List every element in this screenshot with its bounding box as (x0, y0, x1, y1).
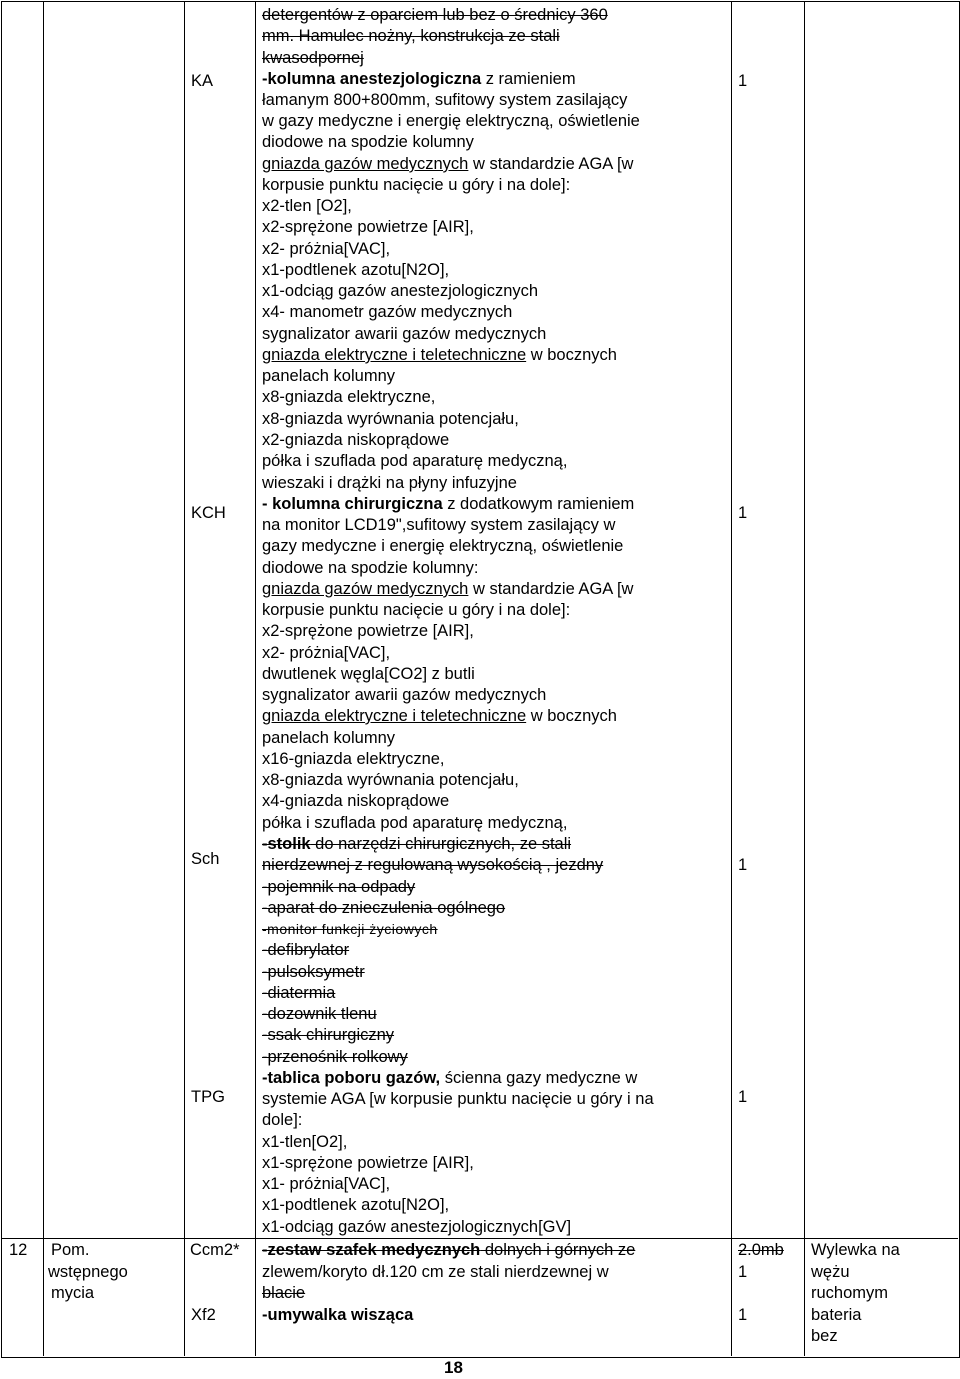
stolik-label: -stolik (262, 835, 311, 853)
desc-line: -pojemnik na odpady (262, 878, 416, 896)
room-name-line: wstępnego (48, 1263, 128, 1281)
row-number: 12 (9, 1241, 28, 1259)
desc-line: gniazda elektryczne i teletechniczne w bocznych (262, 707, 617, 725)
desc-line: -przenośnik rolkowy (262, 1048, 408, 1066)
desc-line: sygnalizator awarii gazów medycznych (262, 325, 547, 343)
note-line: wężu (811, 1263, 850, 1281)
desc-line: sygnalizator awarii gazów medycznych (262, 686, 547, 704)
desc-line: kwasodpornej (262, 49, 364, 67)
desc-line: gniazda elektryczne i teletechniczne w bocznych (262, 346, 617, 364)
desc-line: wieszaki i drążki na płyny infuzyjne (262, 474, 517, 492)
row-divider (1, 1238, 958, 1239)
desc-line: -aparat do znieczulenia ogólnego (262, 899, 506, 917)
desc-line: łamanym 800+800mm, sufitowy system zasilający (262, 91, 628, 109)
desc-line: półka i szuflada pod aparaturę medyczną, (262, 452, 568, 470)
desc-line: dwutlenek węgla[CO2] z butli (262, 665, 475, 683)
col-divider-3 (255, 1, 256, 1356)
kolumna-anest-label: -kolumna anestezjologiczna (262, 70, 482, 88)
desc-line: detergentów z oparciem lub bez o średnicy 360 (262, 6, 608, 24)
desc-line: - kolumna chirurgiczna z dodatkowym ramieniem (262, 495, 635, 513)
desc-line: x8-gniazda elektryczne, (262, 388, 436, 406)
qty-zestaw: 2.0mb (738, 1241, 784, 1259)
qty-ka: 1 (738, 72, 748, 90)
desc-line: -defibrylator (262, 941, 350, 959)
desc-line: korpusie punktu nacięcie u góry i na dole]: (262, 601, 571, 619)
desc-line: -zestaw szafek medycznych dolnych i górnych ze (262, 1241, 636, 1259)
note-line: bez (811, 1327, 838, 1345)
desc-line: x1- próżnia[VAC], (262, 1175, 391, 1193)
desc-line: -tablica poboru gazów, ścienna gazy medyczne w (262, 1069, 638, 1087)
desc-line: x8-gniazda wyrównania potencjału, (262, 410, 519, 428)
desc-line: x8-gniazda wyrównania potencjału, (262, 771, 519, 789)
desc-line: półka i szuflada pod aparaturę medyczną, (262, 814, 568, 832)
desc-line: -dozownik tlenu (262, 1005, 377, 1023)
col-divider-4 (731, 1, 732, 1356)
qty-tpg: 1 (738, 1088, 748, 1106)
desc-line: x1-sprężone powietrze [AIR], (262, 1154, 474, 1172)
desc-line: x2-sprężone powietrze [AIR], (262, 622, 474, 640)
zestaw-label: -zestaw szafek medycznych (262, 1241, 481, 1259)
page-number: 18 (444, 1358, 463, 1377)
table-frame (1, 1, 960, 1358)
desc-line: gniazda gazów medycznych w standardzie AGA [w (262, 580, 634, 598)
note-line: ruchomym (811, 1284, 889, 1302)
code-tpg: TPG (191, 1088, 225, 1106)
desc-line: x2-sprężone powietrze [AIR], (262, 218, 474, 236)
note-line: bateria (811, 1306, 862, 1324)
qty-umywalka: 1 (738, 1306, 748, 1324)
umywalka-label: -umywalka wisząca (262, 1306, 414, 1324)
room-name-line: Pom. (51, 1241, 90, 1259)
col-divider-1 (43, 1, 44, 1356)
desc-line: x1-odciąg gazów anestezjologicznych[GV] (262, 1218, 572, 1236)
note-line: Wylewka na (811, 1241, 900, 1259)
desc-line: -diatermia (262, 984, 336, 1002)
desc-line: x16-gniazda elektryczne, (262, 750, 445, 768)
desc-line: mm. Hamulec nożny, konstrukcja ze stali (262, 27, 560, 45)
kolumna-chir-label: kolumna chirurgiczna (272, 495, 443, 513)
desc-line: -kolumna anestezjologiczna z ramieniem (262, 70, 576, 88)
desc-line: x1-podtlenek azotu[N2O], (262, 261, 450, 279)
desc-line: -pulsoksymetr (262, 963, 365, 981)
desc-line: -stolik do narzędzi chirurgicznych, ze stali (262, 835, 572, 853)
desc-line: panelach kolumny (262, 729, 395, 747)
code-kch: KCH (191, 504, 226, 522)
desc-line: x2- próżnia[VAC], (262, 644, 391, 662)
desc-line: dole]: (262, 1111, 303, 1129)
code-xf2: Xf2 (191, 1306, 216, 1324)
desc-line: diodowe na spodzie kolumny: (262, 559, 479, 577)
qty-sch: 1 (738, 856, 748, 874)
desc-line: x1-odciąg gazów anestezjologicznych (262, 282, 539, 300)
desc-line: x1-podtlenek azotu[N2O], (262, 1196, 450, 1214)
desc-line: x4-gniazda niskoprądowe (262, 792, 450, 810)
desc-line: zlewem/koryto dł.120 cm ze stali nierdzewnej w (262, 1263, 609, 1281)
col-divider-2 (184, 1, 185, 1356)
desc-line: -ssak chirurgiczny (262, 1026, 395, 1044)
desc-line: x1-tlen[O2], (262, 1133, 348, 1151)
desc-line: gniazda gazów medycznych w standardzie AGA [w (262, 155, 634, 173)
desc-line: x2-gniazda niskoprądowe (262, 431, 450, 449)
desc-line: blacie (262, 1284, 306, 1302)
code-ccm2: Ccm2* (190, 1241, 240, 1259)
desc-line: gazy medyczne i energię elektryczną, oświetlenie (262, 537, 624, 555)
desc-line: korpusie punktu nacięcie u góry i na dole]: (262, 176, 571, 194)
room-name-line: mycia (51, 1284, 95, 1302)
qty-line: 1 (738, 1263, 748, 1281)
desc-line: diodowe na spodzie kolumny (262, 133, 474, 151)
desc-line: systemie AGA [w korpusie punktu nacięcie u góry i na (262, 1090, 654, 1108)
desc-line: x2-tlen [O2], (262, 197, 352, 215)
col-divider-5 (804, 1, 805, 1356)
code-ka: KA (191, 72, 214, 90)
desc-line: na monitor LCD19",sufitowy system zasilający w (262, 516, 616, 534)
desc-line: x4- manometr gazów medycznych (262, 303, 513, 321)
desc-line: w gazy medyczne i energię elektryczną, oświetlenie (262, 112, 640, 130)
code-sch: Sch (191, 850, 220, 868)
desc-line: x2- próżnia[VAC], (262, 240, 391, 258)
desc-line: nierdzewnej z regulowaną wysokością , jezdny (262, 856, 604, 874)
desc-line: -monitor funkcji życiowych (262, 921, 438, 937)
desc-line: panelach kolumny (262, 367, 395, 385)
qty-kch: 1 (738, 504, 748, 522)
tablica-label: -tablica poboru gazów, (262, 1069, 441, 1087)
